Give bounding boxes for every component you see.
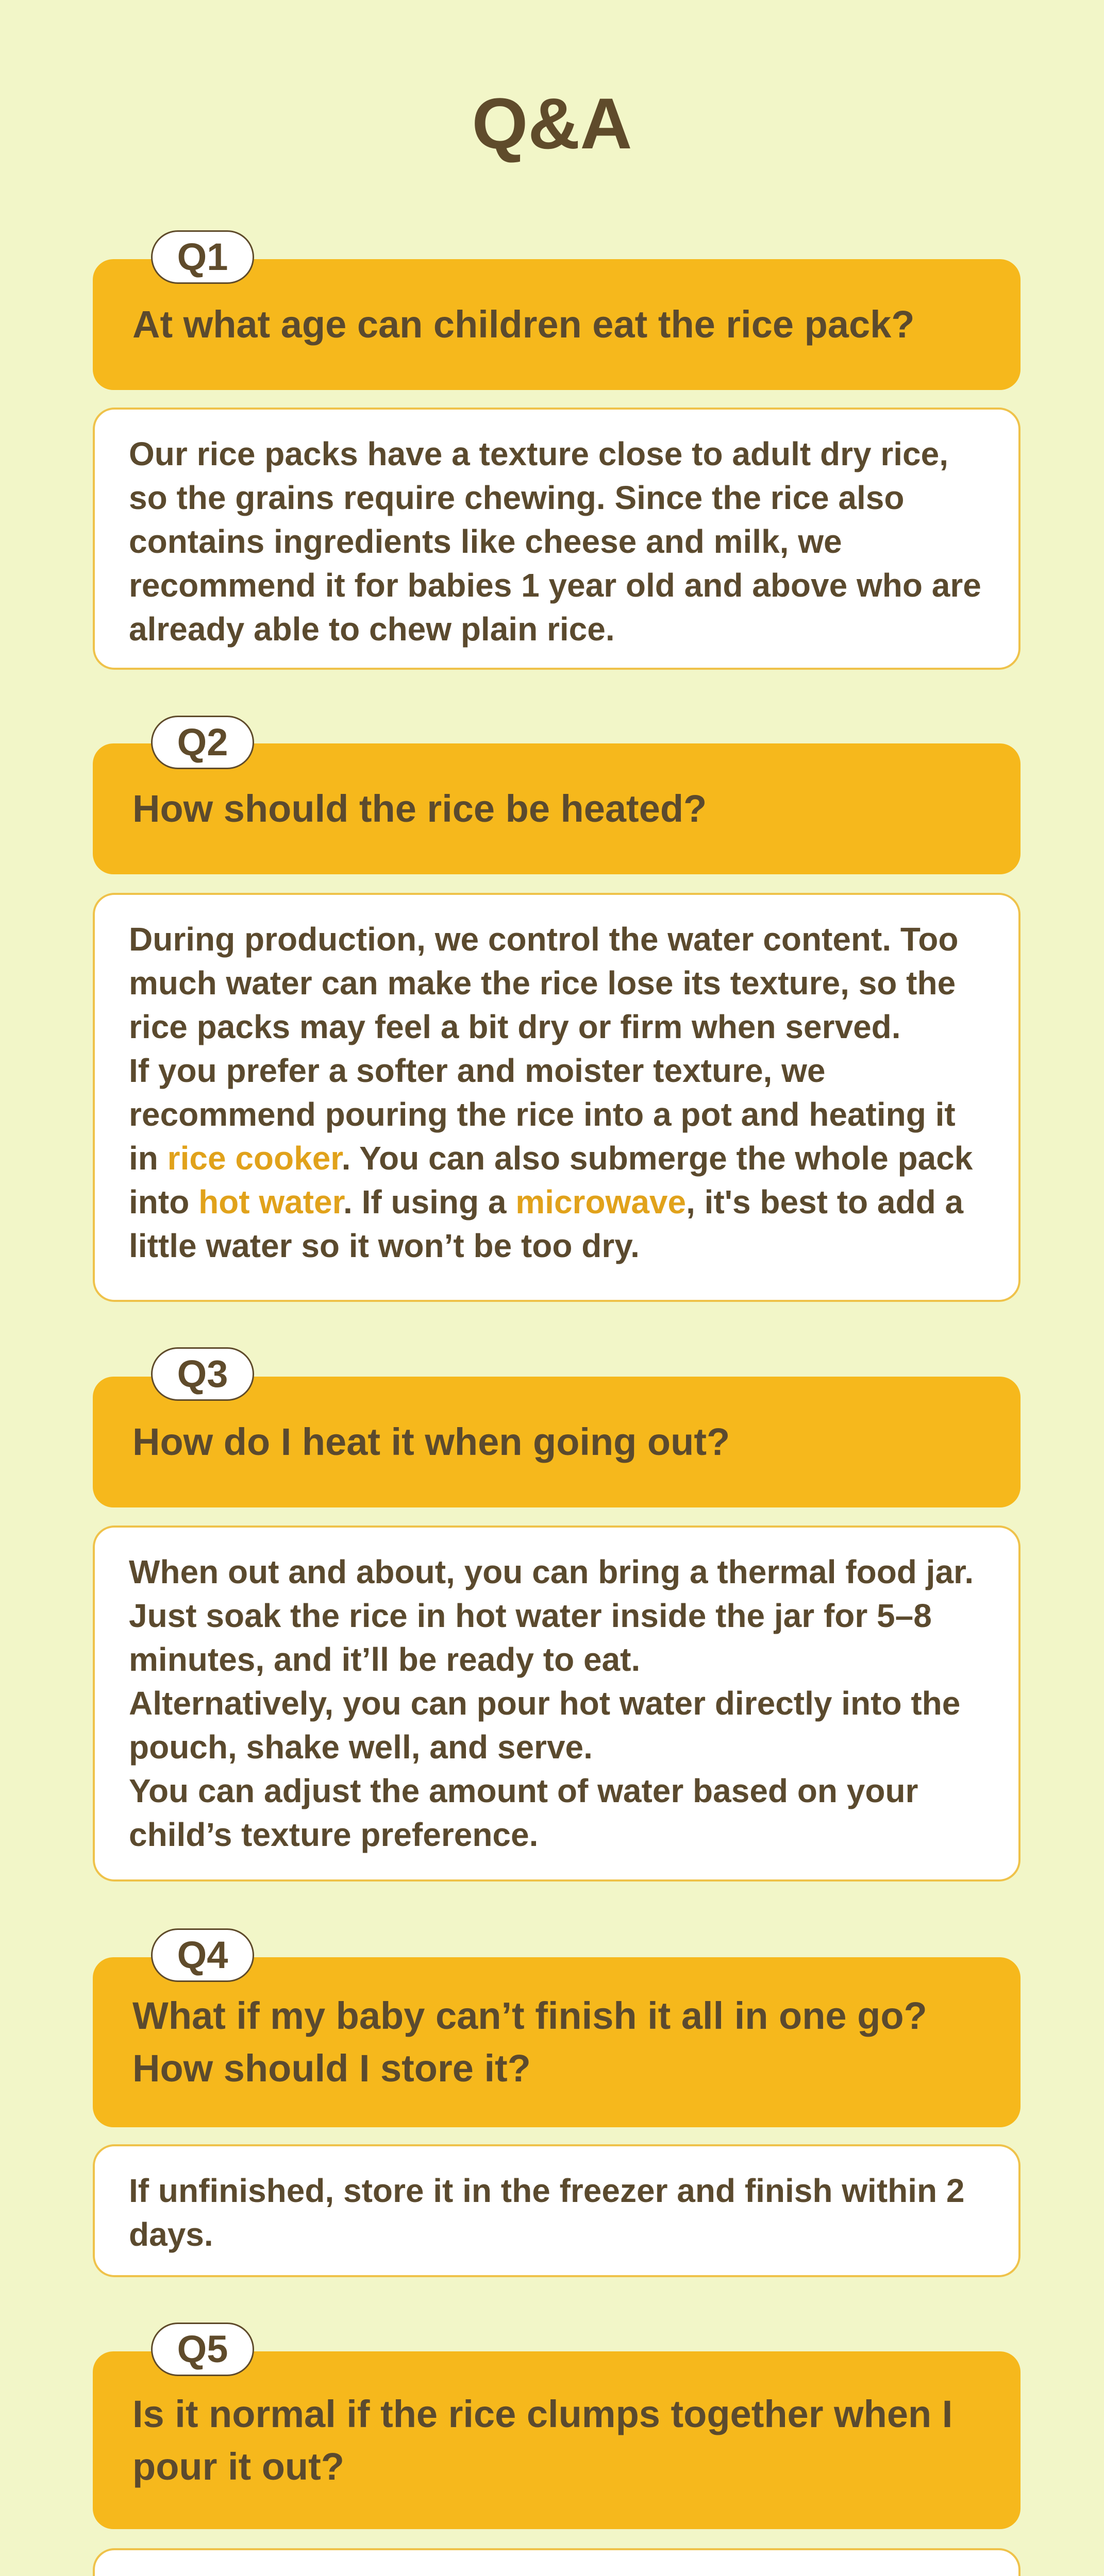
qa-item-1 (93, 230, 1021, 670)
question-badge: Q3 (151, 1347, 254, 1401)
question-bar (93, 1957, 1021, 2127)
question-badge: Q4 (151, 1928, 254, 1982)
question-text: Is it normal if the rice clumps together when I pour it out? (132, 2392, 953, 2488)
question-text: How should the rice be heated? (132, 787, 707, 830)
question-text: What if my baby can’t finish it all in one go? How should I store it? (132, 1994, 927, 2090)
qa-item-3 (93, 1347, 1021, 1882)
answer-paragraph-3: You can adjust the amount of water based on your child’s texture preference. (129, 1772, 918, 1853)
highlight-microwave: microwave (515, 1183, 687, 1221)
answer-text: Our rice packs have a texture close to adult dry rice, so the grains require chewing. Since the rice also contains ingredients like cheese and milk, we recommend it for babies 1 year old and above who are already able to chew plain rice. (129, 435, 981, 648)
answer-text-segment: If you prefer a softer and moister texture, we recommend pouring the rice into a pot and heating it in (129, 1052, 956, 1177)
answer-box (93, 2144, 1021, 2277)
answer-paragraph-2 (129, 1049, 984, 1268)
question-bar (93, 2351, 1021, 2529)
highlight-rice-cooker: rice cooker (167, 1140, 342, 1177)
question-text: How do I heat it when going out? (132, 1420, 730, 1463)
answer-text-segment: . If using a (343, 1183, 516, 1221)
answer-paragraph-1: During production, we control the water content. Too much water can make the rice lose its texture, so the rice packs may feel a bit dry or firm when served. (129, 921, 959, 1045)
answer-text: If unfinished, store it in the freezer and finish within 2 days. (129, 2172, 965, 2253)
question-text: At what age can children eat the rice pack? (132, 303, 915, 346)
question-badge: Q2 (151, 716, 254, 769)
answer-text-segment: . You can also submerge the whole pack into (129, 1140, 973, 1221)
question-badge: Q5 (151, 2323, 254, 2376)
qa-item-4 (93, 1928, 1021, 2277)
question-badge: Q1 (151, 230, 254, 284)
qa-item-5 (93, 2323, 1021, 2576)
page-title: Q&A (472, 83, 632, 164)
answer-paragraph-2: Alternatively, you can pour hot water directly into the pouch, shake well, and serve. (129, 1685, 961, 1766)
answer-box (93, 408, 1021, 670)
qa-item-2 (93, 716, 1021, 1302)
answer-box (93, 1526, 1021, 1882)
answer-text (129, 2573, 984, 2576)
answer-box (93, 2548, 1021, 2576)
answer-text-segment: , it's best to add a little water so it won’t be too dry. (129, 1183, 964, 1264)
answer-box (93, 893, 1021, 1302)
answer-paragraph-1: When out and about, you can bring a thermal food jar. Just soak the rice in hot water inside the jar for 5–8 minutes, and it’ll be ready to eat. (129, 1553, 974, 1678)
highlight-hot-water: hot water (198, 1183, 343, 1221)
